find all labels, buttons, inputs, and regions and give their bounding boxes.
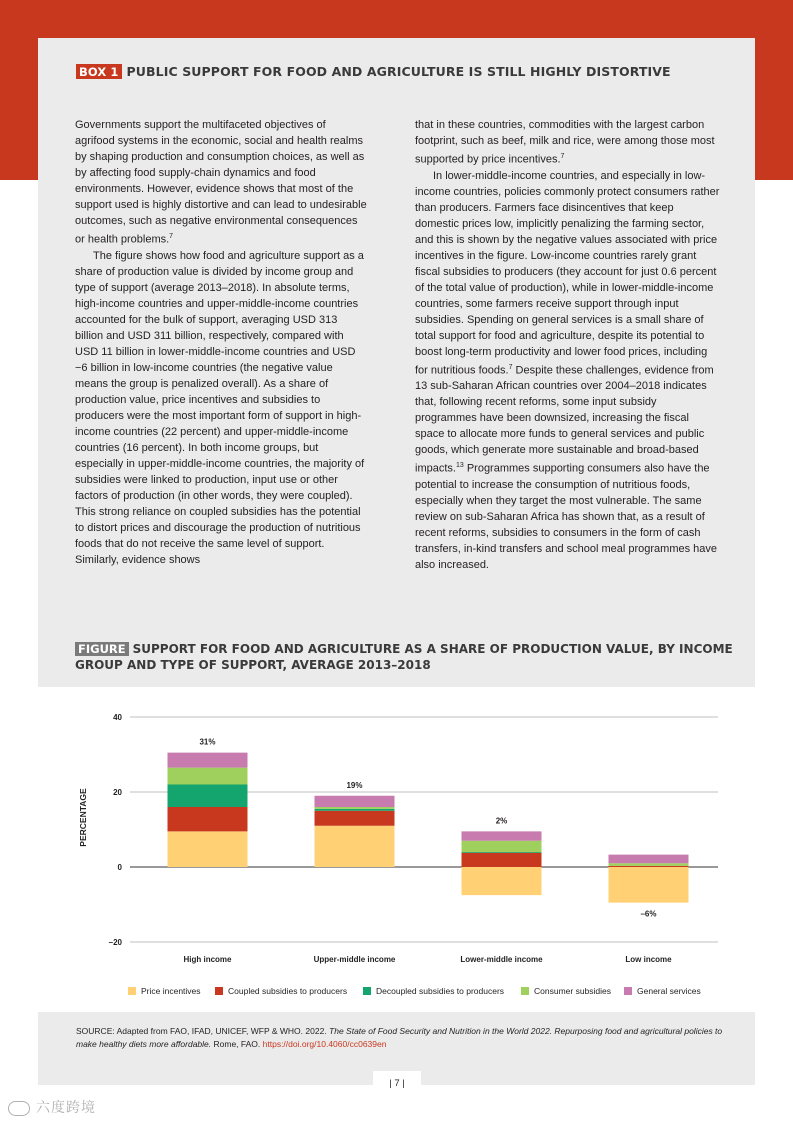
total-label: 31%	[199, 737, 216, 747]
box-title	[76, 64, 671, 82]
bar-segment	[168, 807, 248, 831]
bar-segment	[315, 807, 395, 809]
y-tick-label: 40	[113, 713, 122, 722]
bar-segment	[462, 867, 542, 895]
legend-label: Coupled subsidies to producers	[228, 986, 348, 996]
y-tick-label: –20	[108, 938, 122, 947]
total-label: 2%	[495, 816, 508, 826]
legend-swatch	[624, 987, 632, 995]
watermark: 六度跨境	[8, 1097, 96, 1117]
bar-segment	[462, 853, 542, 867]
bar-segment	[168, 831, 248, 867]
paragraph: that in these countries, commodities with the largest carbon footprint, such as beef, milk and rice, were among those most supported by price incentives.$^7$	[415, 119, 715, 166]
stacked-bar-chart	[38, 687, 755, 1012]
legend-swatch	[363, 987, 371, 995]
figure-heading: SUPPORT FOR FOOD AND AGRICULTURE AS A SHARE OF PRODUCTION VALUE, BY INCOME GROUP AND TYPE OF SUPPORT, AVERAGE 2013–2018	[75, 642, 733, 672]
bar-segment	[609, 866, 689, 867]
bar-segment	[315, 809, 395, 811]
paragraph: In lower-middle-income countries, and especially in low-income countries, policies commonly protect consumers rather than producers. Farmers face disincentives that keep domestic prices low, implicitly penalizing the farming sector, and this is shown by the negative values associated with price incentives in the figure. Low-income countries rarely grant fiscal subsidies to producers (they account for just 0.6 percent of the total value of production), while in lower-middle-income countries, some farmers receive support through input subsidies. Spending on general services is a small share of total support for food and agriculture, despite its potential to boost long-term productivity and lower food prices, including for nutritious foods.$^7$ Despite these challenges, evidence from 13 sub-Saharan African countries over 2004–2018 indicates that, following recent reforms, some input subsidy programmes have been downsized, increasing the fiscal space to allocate more funds to general services and public goods, which generate more sustainable and broad-based impacts.$^{13}$ Programmes supporting consumers also have the potential to increase the consumption of nutritious foods, especially when they target the most vulnerable. The same review on sub-Saharan Africa has shown that, as a result of recent reforms, subsidies to consumers in the form of cash transfers, in-kind transfers and school meal programmes have also increased.	[415, 169, 720, 571]
paragraph: The figure shows how food and agriculture support as a share of production value is divided by income group and type of support (average 2013–2018). In absolute terms, high-income countries and upper-middle-income countries accounted for the bulk of support, averaging USD 313 billion and USD 311 billion, respectively, compared with USD 11 billion in lower-middle-income countries and USD −6 billion in low-income countries (the negative value means the group is penalized overall). As a share of production value, price incentives and subsidies to producers were the most important form of support in high-income countries (22 percent) and upper-middle-income countries (16 percent). In both income groups, but especially in upper-middle-income countries, the majority of subsidies were linked to production, input use or other factors of production (in other words, they were coupled). This strong reliance on coupled subsidies has the potential to distort prices and discourage the production of nutritious foods that do not receive the same level of support. Similarly, evidence shows	[75, 249, 365, 566]
footnote-ref: 7	[169, 233, 174, 240]
page-number: | 7 |	[389, 1078, 405, 1089]
y-tick-label: 0	[117, 863, 122, 872]
bar-segment	[315, 811, 395, 826]
watermark-logo-icon	[8, 1101, 30, 1116]
body-column-right	[415, 117, 720, 573]
footnote-ref: 13	[455, 462, 464, 470]
total-label: 19%	[346, 780, 363, 790]
box-heading: PUBLIC SUPPORT FOR FOOD AND AGRICULTURE IS STILL HIGHLY DISTORTIVE	[126, 64, 671, 79]
bar-segment	[462, 831, 542, 840]
legend-label: General services	[637, 986, 701, 996]
bar-segment	[315, 826, 395, 867]
legend-label: Decoupled subsidies to producers	[376, 986, 505, 996]
bar-segment	[168, 785, 248, 808]
bar-segment	[462, 852, 542, 853]
bar-segment	[462, 841, 542, 852]
legend-label: Consumer subsidies	[534, 986, 612, 996]
x-category-label: High income	[183, 955, 232, 964]
doi-link[interactable]: https://doi.org/10.4060/cc0639en	[262, 1039, 387, 1049]
x-category-label: Low income	[625, 955, 672, 964]
legend-swatch	[521, 987, 529, 995]
x-category-label: Lower-middle income	[460, 955, 543, 964]
y-axis-label: PERCENTAGE	[78, 788, 88, 847]
y-tick-label: 20	[113, 788, 122, 797]
bar-segment	[609, 863, 689, 866]
chart-area	[38, 687, 755, 1012]
legend-swatch	[128, 987, 136, 995]
x-category-label: Upper-middle income	[313, 955, 396, 964]
body-column-left	[75, 117, 367, 568]
figure-tag: FIGURE	[75, 642, 129, 656]
legend-label: Price incentives	[141, 986, 201, 996]
bar-segment	[609, 867, 689, 903]
footnote-ref: 7	[560, 153, 565, 160]
paragraph: Governments support the multifaceted objectives of agrifood systems in the economic, social and health realms by shaping production and consumption choices, as well as by affecting food supply-chain dynamics and food environments. However, evidence shows that most of the support used is highly distortive and can lead to undesirable outcomes, such as negative environmental consequences or health problems.$^7$	[75, 119, 367, 246]
footnote-ref: 7	[508, 363, 513, 371]
bar-segment	[168, 753, 248, 768]
source-note: SOURCE: Adapted from FAO, IFAD, UNICEF, WFP & WHO. 2022. The State of Food Security and Nutrition in the World 2022. Repurposing food and agricultural policies to make healthy diets more affordable. Rome, FAO. https://doi.org/10.4060/cc0639en	[76, 1026, 723, 1049]
bar-segment	[168, 768, 248, 785]
legend-swatch	[215, 987, 223, 995]
box-tag: BOX 1	[76, 64, 122, 79]
bar-segment	[609, 855, 689, 864]
figure-title	[75, 641, 735, 673]
total-label: –6%	[640, 909, 657, 919]
bar-segment	[315, 796, 395, 807]
